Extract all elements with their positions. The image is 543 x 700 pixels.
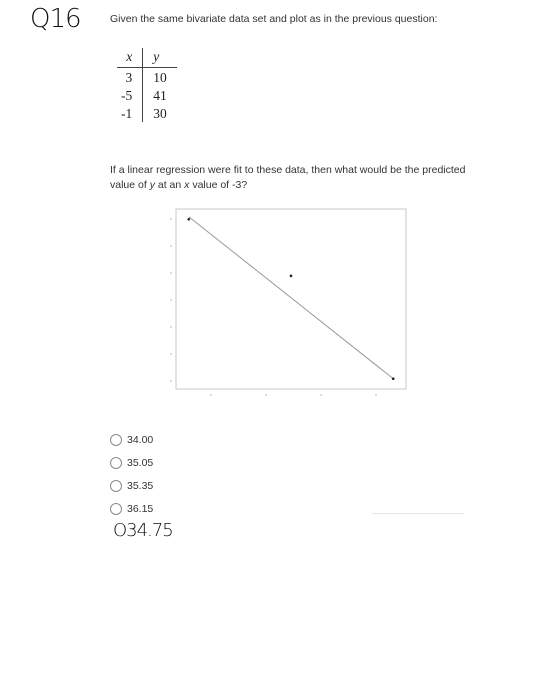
handwritten-answer: O34.75: [113, 520, 173, 541]
question-text-part: at an: [154, 179, 185, 191]
table-row: [117, 104, 177, 122]
radio-button[interactable]: [110, 503, 122, 515]
data-point: [392, 377, 395, 380]
cell-x: -1: [117, 104, 143, 122]
scatter-plot: [160, 204, 420, 411]
data-point: [187, 218, 190, 221]
variable-x: x: [184, 179, 190, 191]
choice-option[interactable]: [110, 428, 153, 451]
cell-x: 3: [117, 68, 143, 87]
cell-y: 30: [153, 106, 167, 121]
header-y: y: [143, 48, 177, 68]
scatter-plot-svg: [160, 204, 420, 406]
question-text: [110, 163, 470, 193]
regression-line: [189, 217, 393, 379]
choice-label: 35.05: [127, 456, 154, 469]
variable-y: y: [149, 179, 155, 191]
table-row: [117, 68, 177, 87]
y-tick-marks: [170, 219, 172, 381]
choice-label: 34.00: [127, 433, 154, 446]
data-point: [290, 275, 293, 278]
choice-label: 35.35: [127, 479, 154, 492]
data-table: [117, 48, 177, 122]
answer-choices: [110, 428, 153, 520]
question-text-part: value of -3?: [189, 179, 248, 191]
choice-label: 36.15: [127, 502, 154, 515]
header-x: x: [117, 48, 143, 68]
regression-line-group: [189, 217, 393, 379]
cell-y: 41: [153, 88, 167, 103]
choice-option[interactable]: [110, 497, 153, 520]
question-prompt: Given the same bivariate data set and plot as in the previous question:: [110, 13, 438, 25]
cell-x: -5: [117, 86, 143, 104]
radio-button[interactable]: [110, 457, 122, 469]
divider: [372, 513, 464, 514]
table-header-row: [117, 48, 177, 68]
radio-button[interactable]: [110, 480, 122, 492]
choice-option[interactable]: [110, 451, 153, 474]
cell-y: 10: [153, 70, 167, 85]
question-number: Q16: [30, 4, 81, 34]
question-text-part: If a linear regression were fit to these data, then what would be the predicted value of: [110, 164, 466, 191]
choice-option[interactable]: [110, 474, 153, 497]
radio-button[interactable]: [110, 434, 122, 446]
table-row: [117, 86, 177, 104]
x-tick-marks: [211, 394, 376, 396]
